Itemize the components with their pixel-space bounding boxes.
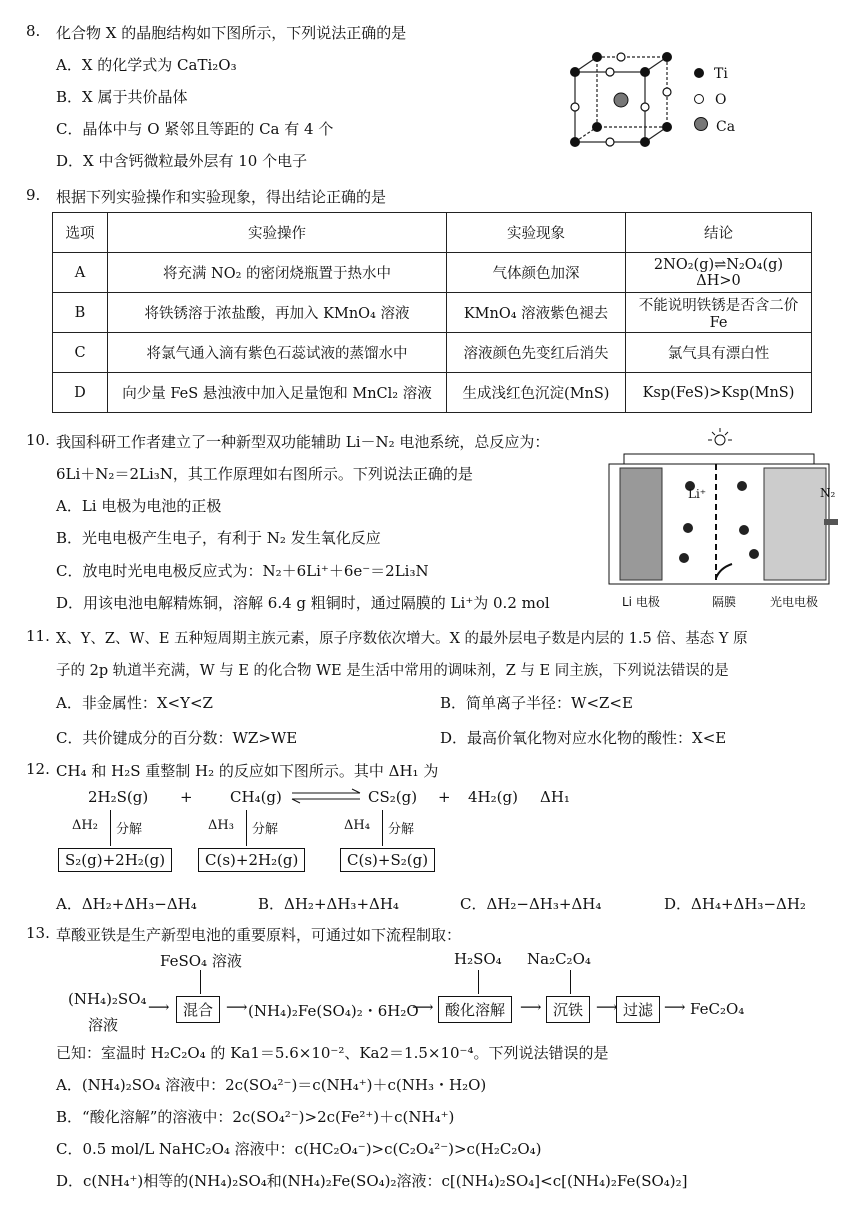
flow-top-h2so4: H₂SO₄ — [454, 950, 502, 968]
flow-box-acidify: 酸化溶解 — [438, 996, 512, 1023]
q8-stem: 化合物 X 的晶胞结构如下图所示，下列说法正确的是 — [56, 24, 407, 42]
q9-number: 9. — [26, 186, 41, 204]
q8-number: 8. — [26, 22, 41, 40]
q10-stem-line2: 6Li＋N₂＝2Li₃N，其工作原理如右图所示。下列说法正确的是 — [56, 465, 473, 483]
table-cell: KMnO₄ 溶液紫色褪去 — [447, 293, 626, 333]
table-cell: C — [53, 333, 108, 373]
table-cell: 不能说明铁锈是否含二价 Fe — [626, 293, 812, 333]
table-cell: A — [53, 253, 108, 293]
label-photo-electrode: 光电电极 — [770, 595, 819, 609]
equilibrium-arrow-icon — [290, 788, 362, 804]
label-li-ion: Li⁺ — [688, 487, 707, 501]
eq-plus-2: + — [438, 788, 451, 806]
q9-stem: 根据下列实验操作和实验现象，得出结论正确的是 — [56, 188, 387, 206]
q11-option-d: D．最高价氧化物对应水化物的酸性：X<E — [440, 729, 727, 747]
table-cell: D — [53, 373, 108, 413]
q13-option-a: A．(NH₄)₂SO₄ 溶液中：2c(SO₄²⁻)＝c(NH₄⁺)＋c(NH₃・H₂O) — [56, 1076, 487, 1094]
q8-option-c: C．晶体中与 O 紧邻且等距的 Ca 有 4 个 — [56, 120, 334, 138]
battery-diagram — [604, 428, 846, 590]
flow-top-na2c2o4: Na₂C₂O₄ — [527, 950, 591, 968]
table-cell: 溶液颜色先变红后消失 — [447, 333, 626, 373]
q12-option-c: C．ΔH₂−ΔH₃+ΔH₄ — [460, 895, 602, 913]
q11-number: 11. — [26, 627, 50, 645]
table-row — [53, 373, 812, 413]
flow-input-b: 溶液 — [88, 1016, 119, 1034]
q13-option-b: B．“酸化溶解”的溶液中：2c(SO₄²⁻)>2c(Fe²⁺)＋c(NH₄⁺) — [56, 1108, 455, 1126]
q13-option-c: C．0.5 mol/L NaHC₂O₄ 溶液中：c(HC₂O₄⁻)>c(C₂O₄²⁻)>c(H₂C₂O₄) — [56, 1140, 542, 1158]
q10-stem-line1: 我国科研工作者建立了一种新型双功能辅助 Li－N₂ 电池系统，总反应为： — [56, 433, 550, 451]
flow-arrow-down-2 — [478, 970, 479, 994]
branch-word-2: 分解 — [252, 822, 279, 837]
q11-stem-line1: X、Y、Z、W、E 五种短周期主族元素，原子序数依次增大。X 的最外层电子数是内层的 1.5 倍、基态 Y 原 — [56, 631, 748, 647]
table-cell: 将铁锈溶于浓盐酸，再加入 KMnO₄ 溶液 — [108, 293, 447, 333]
table-header: 选项 — [53, 213, 108, 253]
eq-delta-h1: ΔH₁ — [540, 788, 570, 806]
eq-plus-1: + — [180, 788, 193, 806]
label-li-electrode: Li 电极 — [622, 595, 660, 609]
q11-stem-line2: 子的 2p 轨道半充满，W 与 E 的化合物 WE 是生活中常用的调味剂，Z 与 E 同主族，下列说法错误的是 — [56, 663, 729, 679]
flow-top-feso4: FeSO₄ 溶液 — [160, 952, 242, 970]
crystal-cell-diagram — [565, 52, 675, 154]
flow-arrow-down-3 — [570, 970, 571, 994]
q13-option-d: D．c(NH₄⁺)相等的(NH₄)₂SO₄和(NH₄)₂Fe(SO₄)₂溶液：c[(NH₄)₂SO₄]<c[(NH₄)₂Fe(SO₄)₂] — [56, 1172, 688, 1190]
flow-input: (NH₄)₂SO₄ — [68, 990, 147, 1008]
q11-option-b: B．简单离子半径：W<Z<E — [440, 694, 633, 712]
table-row — [53, 333, 812, 373]
table-cell: 将充满 NO₂ 的密闭烧瓶置于热水中 — [108, 253, 447, 293]
branch-label-dh4: ΔH₄ — [344, 818, 370, 833]
q8-option-d: D．X 中含钙微粒最外层有 10 个电子 — [56, 152, 308, 170]
flow-intermediate: (NH₄)₂Fe(SO₄)₂・6H₂O — [248, 1002, 419, 1020]
q8-option-b: B．X 属于共价晶体 — [56, 88, 188, 106]
table-cell: 向少量 FeS 悬浊液中加入足量饱和 MnCl₂ 溶液 — [108, 373, 447, 413]
legend-ti: Ti — [694, 66, 728, 82]
q12-number: 12. — [26, 760, 50, 778]
eq-reactant-1: 2H₂S(g) — [88, 788, 149, 806]
q11-option-a: A．非金属性：X<Y<Z — [56, 694, 213, 712]
q13-known: 已知：室温时 H₂C₂O₄ 的 Ka1＝5.6×10⁻²、Ka2＝1.5×10⁻⁴。下列说法错误的是 — [56, 1044, 609, 1062]
flow-box-precipitate: 沉铁 — [546, 996, 590, 1023]
q12-option-b: B．ΔH₂+ΔH₃+ΔH₄ — [258, 895, 399, 913]
legend-ca: Ca — [694, 117, 735, 135]
table-cell: Ksp(FeS)>Ksp(MnS) — [626, 373, 812, 413]
sun-icon — [715, 435, 725, 445]
q13-number: 13. — [26, 924, 50, 942]
q12-option-a: A．ΔH₂+ΔH₃−ΔH₄ — [56, 895, 197, 913]
branch-label-dh3: ΔH₃ — [208, 818, 234, 833]
flow-output: FeC₂O₄ — [690, 1000, 745, 1018]
branch-arrow-1 — [110, 810, 111, 846]
flow-arrow-4: ⟶ — [520, 998, 542, 1016]
q12-stem: CH₄ 和 H₂S 重整制 H₂ 的反应如下图所示。其中 ΔH₁ 为 — [56, 762, 439, 780]
table-cell: 氯气具有漂白性 — [626, 333, 812, 373]
flow-arrow-2: ⟶ — [226, 998, 248, 1016]
flow-arrow-6: ⟶ — [664, 998, 686, 1016]
flow-box-filter: 过滤 — [616, 996, 660, 1023]
table-cell: 2NO₂(g)⇌N₂O₄(g) ΔH>0 — [626, 253, 812, 293]
q10-option-d: D．用该电池电解精炼铜，溶解 6.4 g 粗铜时，通过隔膜的 Li⁺为 0.2 mol — [56, 594, 550, 612]
table-cell: 将氯气通入滴有紫色石蕊试液的蒸馏水中 — [108, 333, 447, 373]
table-header-row — [53, 213, 812, 253]
q10-number: 10. — [26, 431, 50, 449]
table-header: 实验操作 — [108, 213, 447, 253]
product-box-2: C(s)+2H₂(g) — [198, 848, 305, 872]
q10-option-b: B．光电电极产生电子，有利于 N₂ 发生氧化反应 — [56, 529, 381, 547]
table-cell: B — [53, 293, 108, 333]
table-cell: 生成浅红色沉淀(MnS) — [447, 373, 626, 413]
product-box-3: C(s)+S₂(g) — [340, 848, 435, 872]
branch-arrow-3 — [382, 810, 383, 846]
q8-option-a: A．X 的化学式为 CaTi₂O₃ — [56, 56, 237, 74]
q12-option-d: D．ΔH₄+ΔH₃−ΔH₂ — [664, 895, 806, 913]
flow-arrow-5: ⟶ — [596, 998, 618, 1016]
eq-reactant-2: CH₄(g) — [230, 788, 282, 806]
legend-o: O — [694, 92, 726, 108]
table-row — [53, 253, 812, 293]
branch-arrow-2 — [246, 810, 247, 846]
product-box-1: S₂(g)+2H₂(g) — [58, 848, 172, 872]
branch-word-3: 分解 — [388, 822, 415, 837]
flow-arrow-down-1 — [200, 970, 201, 994]
branch-word-1: 分解 — [116, 822, 143, 837]
branch-label-dh2: ΔH₂ — [72, 818, 98, 833]
eq-product-2: 4H₂(g) — [468, 788, 518, 806]
label-n2: N₂ — [820, 486, 836, 500]
q10-option-c: C．放电时光电电极反应式为：N₂＋6Li⁺＋6e⁻＝2Li₃N — [56, 562, 429, 580]
table-header: 结论 — [626, 213, 812, 253]
q13-stem: 草酸亚铁是生产新型电池的重要原料，可通过如下流程制取： — [56, 926, 462, 944]
q9-table — [52, 212, 812, 413]
flow-arrow-3: ⟶ — [412, 998, 434, 1016]
flow-box-mix: 混合 — [176, 996, 220, 1023]
table-cell: 气体颜色加深 — [447, 253, 626, 293]
q10-option-a: A．Li 电极为电池的正极 — [56, 497, 222, 515]
flow-arrow-1: ⟶ — [148, 998, 170, 1016]
eq-product-1: CS₂(g) — [368, 788, 418, 806]
table-row — [53, 293, 812, 333]
table-header: 实验现象 — [447, 213, 626, 253]
label-membrane: 隔膜 — [712, 595, 737, 609]
q11-option-c: C．共价键成分的百分数：WZ>WE — [56, 729, 298, 747]
